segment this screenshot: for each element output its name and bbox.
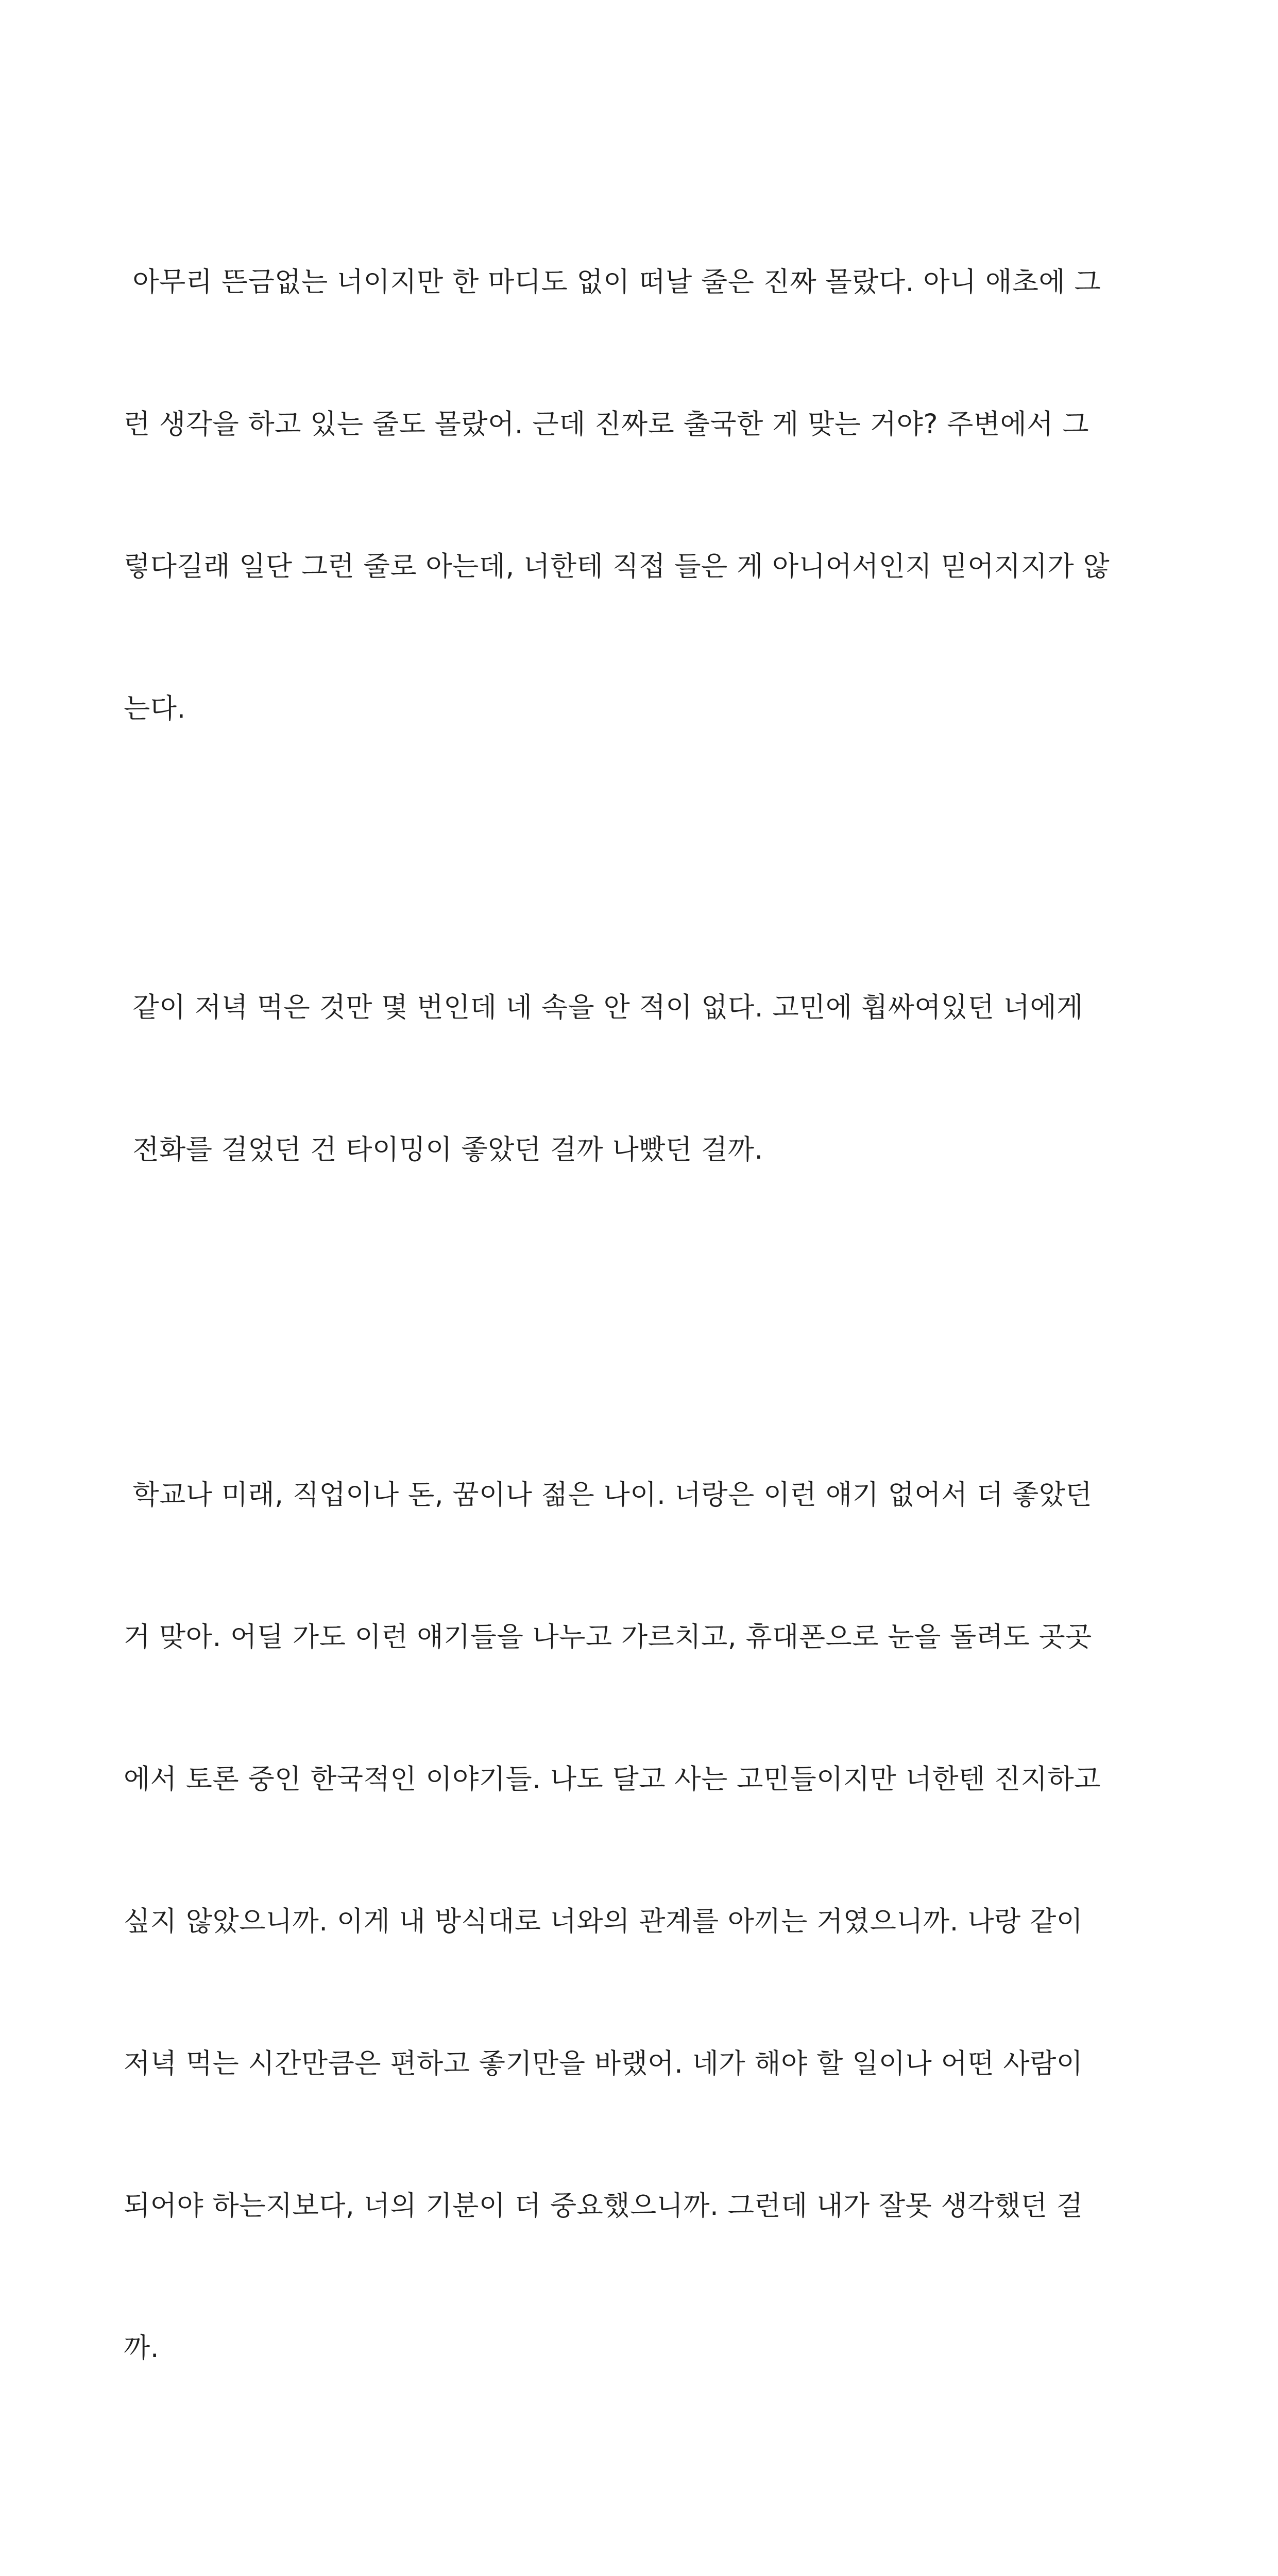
text-line: 는다. [124,693,186,724]
text-line: 까. [124,2332,160,2364]
text-line: 렇다길래 일단 그런 줄로 아는데, 너한테 직접 들은 게 아니어서인지 믿어지지가 않 [124,551,1110,582]
text-line: 싶지 않았으니까. 이게 내 방식대로 너와의 관계를 아끼는 거였으니까. 나랑 같이 [124,1906,1083,1937]
document-body [124,164,1164,2576]
paragraph-1 [124,164,1164,827]
text-line: 에서 토론 중인 한국적인 이야기들. 나도 달고 사는 고민들이지만 너한텐 진지하고 [124,1764,1101,1795]
text-line: 되어야 하는지보다, 너의 기분이 더 중요했으니까. 그런데 내가 잘못 생각했던 걸 [124,2190,1083,2222]
paragraph-spacer [124,827,1164,889]
paragraph-spacer [124,1268,1164,1377]
text-line: 저녁 먹는 시간만큼은 편하고 좋기만을 바랬어. 네가 해야 할 일이나 어떤 사람이 [124,2048,1083,2079]
text-line: 거 맞아. 어딜 가도 이런 얘기들을 나누고 가르치고, 휴대폰으로 눈을 돌려도 곳곳 [124,1621,1092,1653]
text-line: 같이 저녁 먹은 것만 몇 번인데 네 속을 안 적이 없다. 고민에 휩싸여있던 너에게 [124,992,1083,1023]
paragraph-2 [124,889,1164,1268]
paragraph-spacer [124,2467,1164,2529]
text-line: 아무리 뜬금없는 너이지만 한 마디도 없이 떠날 줄은 진짜 몰랐다. 아니 애초에 그 [124,266,1101,298]
text-line: 전화를 걸었던 건 타이밍이 좋았던 걸까 나빴던 걸까. [124,1134,763,1165]
text-line: 학교나 미래, 직업이나 돈, 꿈이나 젊은 나이. 너랑은 이런 얘기 없어서 더 좋았던 [124,1479,1093,1511]
paragraph-4 [124,2529,1164,2576]
paragraph-3 [124,1377,1164,2467]
text-line: 런 생각을 하고 있는 줄도 몰랐어. 근데 진짜로 출국한 게 맞는 거야? 주변에서 그 [124,409,1089,440]
